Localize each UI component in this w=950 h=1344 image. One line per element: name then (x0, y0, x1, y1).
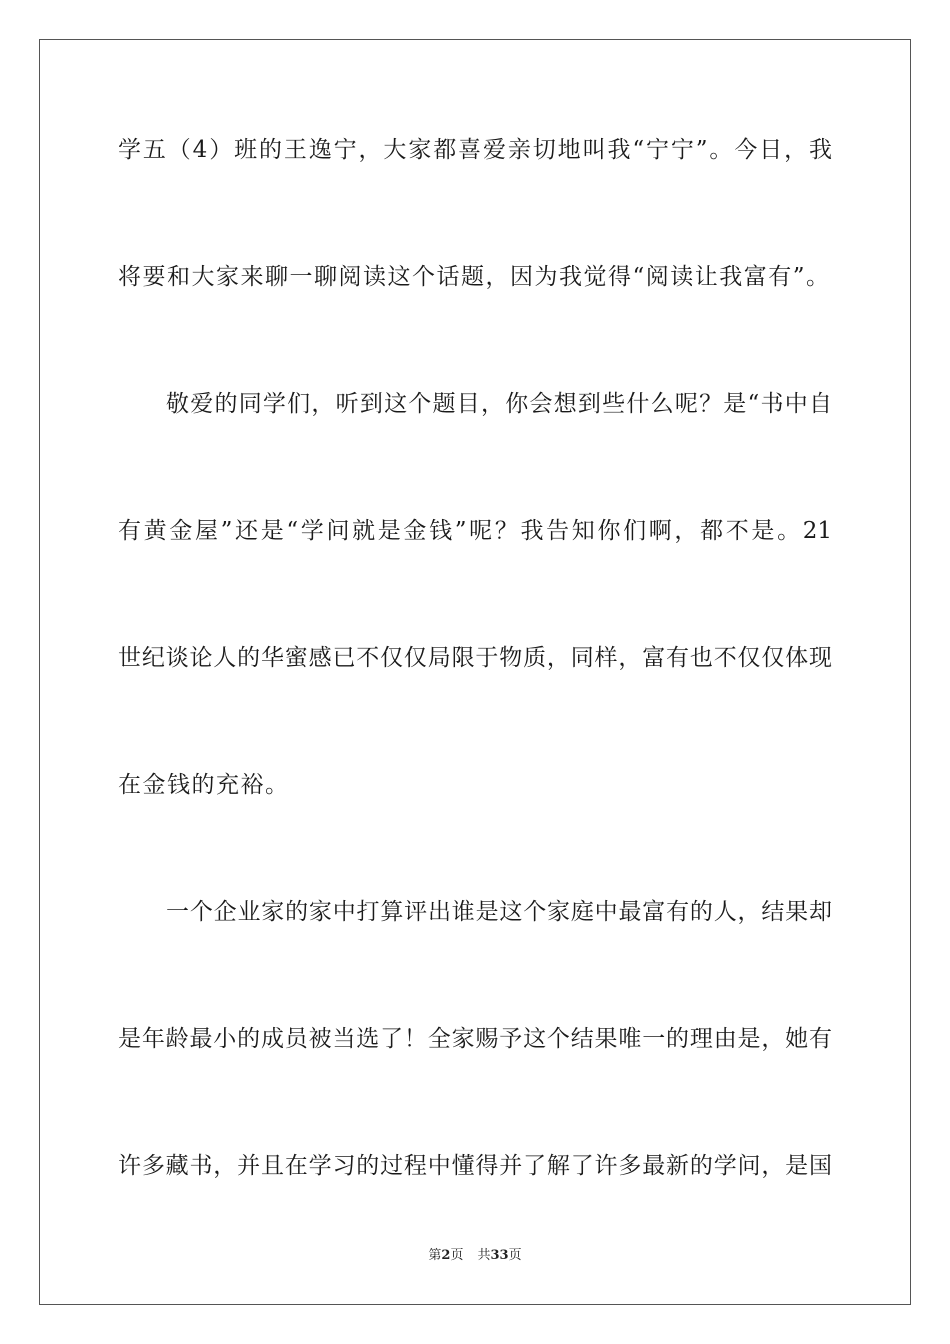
body-line-9: 许多藏书，并且在学习的过程中懂得并了解了许多最新的学问，是国 (118, 1153, 832, 1179)
body-line-1: 学五（4）班的王逸宁，大家都喜爱亲切地叫我“宁宁”。今日，我 (118, 137, 832, 163)
body-line-5: 世纪谈论人的华蜜感已不仅仅局限于物质，同样，富有也不仅仅体现 (118, 645, 832, 671)
body-line-2: 将要和大家来聊一聊阅读这个话题，因为我觉得“阅读让我富有”。 (118, 264, 831, 290)
total-prefix: 共 (477, 1248, 491, 1263)
page-prefix: 第 (428, 1248, 442, 1263)
body-line-4: 有黄金屋”还是“学问就是金钱”呢？我告知你们啊，都不是。21 (118, 518, 832, 544)
page-footer (0, 1247, 950, 1265)
page-suffix: 页 (450, 1248, 464, 1263)
total-suffix: 页 (508, 1248, 522, 1263)
body-line-8: 是年龄最小的成员被当选了！全家赐予这个结果唯一的理由是，她有 (118, 1026, 832, 1052)
body-line-7: 一个企业家的家中打算评出谁是这个家庭中最富有的人，结果却 (166, 899, 832, 925)
page-number: 2 (441, 1248, 451, 1263)
total-pages: 33 (490, 1248, 509, 1263)
body-line-3: 敬爱的同学们，听到这个题目，你会想到些什么呢？是“书中自 (166, 391, 832, 417)
body-line-6: 在金钱的充裕。 (118, 772, 290, 798)
